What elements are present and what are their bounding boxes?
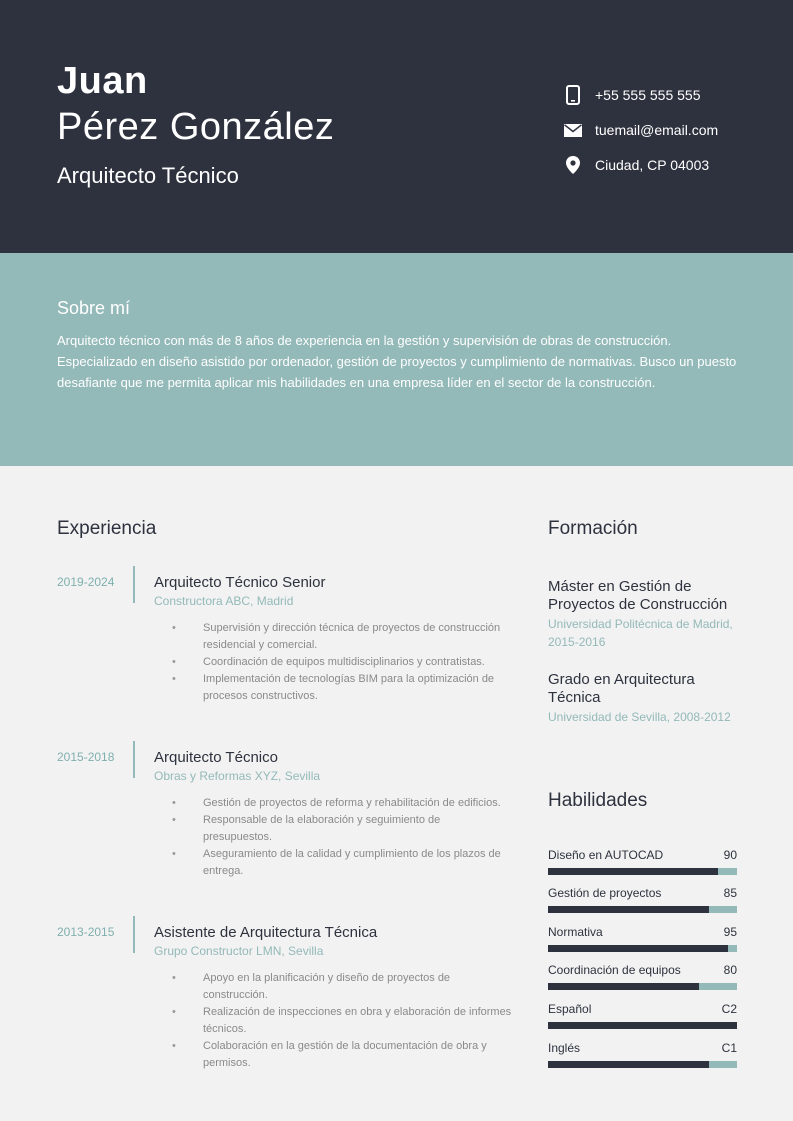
education-degree: Grado en Arquitectura Técnica <box>548 671 695 706</box>
header <box>0 0 793 253</box>
skill-name: Inglés <box>548 1041 581 1055</box>
skill-bar <box>548 945 737 952</box>
skill-item <box>548 848 737 882</box>
education-school: Universidad Politécnica de Madrid, 2015-2016 <box>548 617 733 649</box>
skills-title: Habilidades <box>548 790 648 811</box>
skill-bar <box>548 983 737 990</box>
job-bullet: • Realización de inspecciones en obra y elaboración de informes técnicos. <box>172 1004 512 1038</box>
about-section <box>0 253 793 466</box>
skill-name: Gestión de proyectos <box>548 886 662 900</box>
job-company: Grupo Constructor LMN, Sevilla <box>154 944 324 958</box>
skill-item <box>548 963 737 997</box>
job-years: 2013-2015 <box>57 925 115 939</box>
job-company: Constructora ABC, Madrid <box>154 594 294 608</box>
education-item <box>548 578 748 651</box>
email-icon <box>563 120 583 140</box>
skill-item <box>548 886 737 920</box>
timeline-divider <box>133 566 135 603</box>
skill-bar-fill <box>548 1022 737 1029</box>
timeline-divider <box>133 741 135 778</box>
job-bullet: • Supervisión y dirección técnica de proyectos de construcción residencial y comercial. <box>172 620 512 654</box>
contact-location <box>563 154 773 176</box>
skill-bar-fill <box>548 906 709 913</box>
skill-item <box>548 925 737 959</box>
skill-bar <box>548 906 737 913</box>
timeline-divider <box>133 916 135 953</box>
skill-bar-fill <box>548 868 718 875</box>
contact-location-text: Ciudad, CP 04003 <box>595 157 710 173</box>
job-years: 2019-2024 <box>57 575 115 589</box>
skill-name: Español <box>548 1002 592 1016</box>
job-bullet: • Coordinación de equipos multidisciplinarios y contratistas. <box>172 654 512 671</box>
skill-bar-fill <box>548 1061 709 1068</box>
skill-bar <box>548 1061 737 1068</box>
skill-name: Normativa <box>548 925 603 939</box>
skill-level: 85 <box>723 886 737 900</box>
skill-bar-fill <box>548 945 728 952</box>
education-item <box>548 671 748 726</box>
first-name: Juan <box>57 60 148 102</box>
skill-level: C1 <box>721 1041 737 1055</box>
education-school: Universidad de Sevilla, 2008-2012 <box>548 710 731 724</box>
job-bullet: • Implementación de tecnologías BIM para la optimización de procesos constructivos. <box>172 671 512 705</box>
job-bullet: • Aseguramiento de la calidad y cumplimiento de los plazos de entrega. <box>172 846 512 880</box>
experience-title: Experiencia <box>57 518 157 539</box>
job-bullet: • Apoyo en la planificación y diseño de proyectos de construcción. <box>172 970 512 1004</box>
job-title: Arquitecto Técnico <box>57 163 239 188</box>
skill-item <box>548 1041 737 1075</box>
skill-bar <box>548 1022 737 1029</box>
job-bullet: • Responsable de la elaboración y seguimiento de presupuestos. <box>172 812 512 846</box>
about-title: Sobre mí <box>57 298 131 318</box>
skill-level: 80 <box>723 963 737 977</box>
contact-phone-text: +55 555 555 555 <box>595 87 701 103</box>
job-role: Asistente de Arquitectura Técnica <box>154 924 378 941</box>
skill-level: C2 <box>721 1002 737 1016</box>
skill-bar <box>548 868 737 875</box>
education-title: Formación <box>548 518 638 539</box>
job-years: 2015-2018 <box>57 750 115 764</box>
contact-email-text: tuemail@email.com <box>595 122 719 138</box>
last-name: Pérez González <box>57 106 335 148</box>
skill-level: 90 <box>723 848 737 862</box>
about-text: Arquitecto técnico con más de 8 años de experiencia en la gestión y supervisión de obras de construcción. Especializado en diseño asistido por ordenador, gestión de proyectos y cumplimiento de normativas. Busco un puesto desafiante que me permita aplicar mis habilidades en una empresa líder en el sector de la construcción. <box>57 333 737 390</box>
job-bullet: • Colaboración en la gestión de la documentación de obra y permisos. <box>172 1038 512 1072</box>
job-role: Arquitecto Técnico Senior <box>154 574 326 591</box>
job-bullet: • Gestión de proyectos de reforma y rehabilitación de edificios. <box>172 795 512 812</box>
skill-item <box>548 1002 737 1036</box>
education-degree: Máster en Gestión de Proyectos de Construcción <box>548 578 728 613</box>
phone-icon <box>563 85 583 105</box>
job-role: Arquitecto Técnico <box>154 749 278 766</box>
contact-phone <box>563 84 773 106</box>
job-bullets <box>172 970 512 1072</box>
job-company: Obras y Reformas XYZ, Sevilla <box>154 769 321 783</box>
skill-level: 95 <box>723 925 737 939</box>
location-icon <box>563 155 583 175</box>
skill-bar-fill <box>548 983 699 990</box>
job-bullets <box>172 795 512 880</box>
contact-email <box>563 119 773 141</box>
skill-name: Coordinación de equipos <box>548 963 681 977</box>
job-bullets <box>172 620 512 705</box>
skill-name: Diseño en AUTOCAD <box>548 848 664 862</box>
